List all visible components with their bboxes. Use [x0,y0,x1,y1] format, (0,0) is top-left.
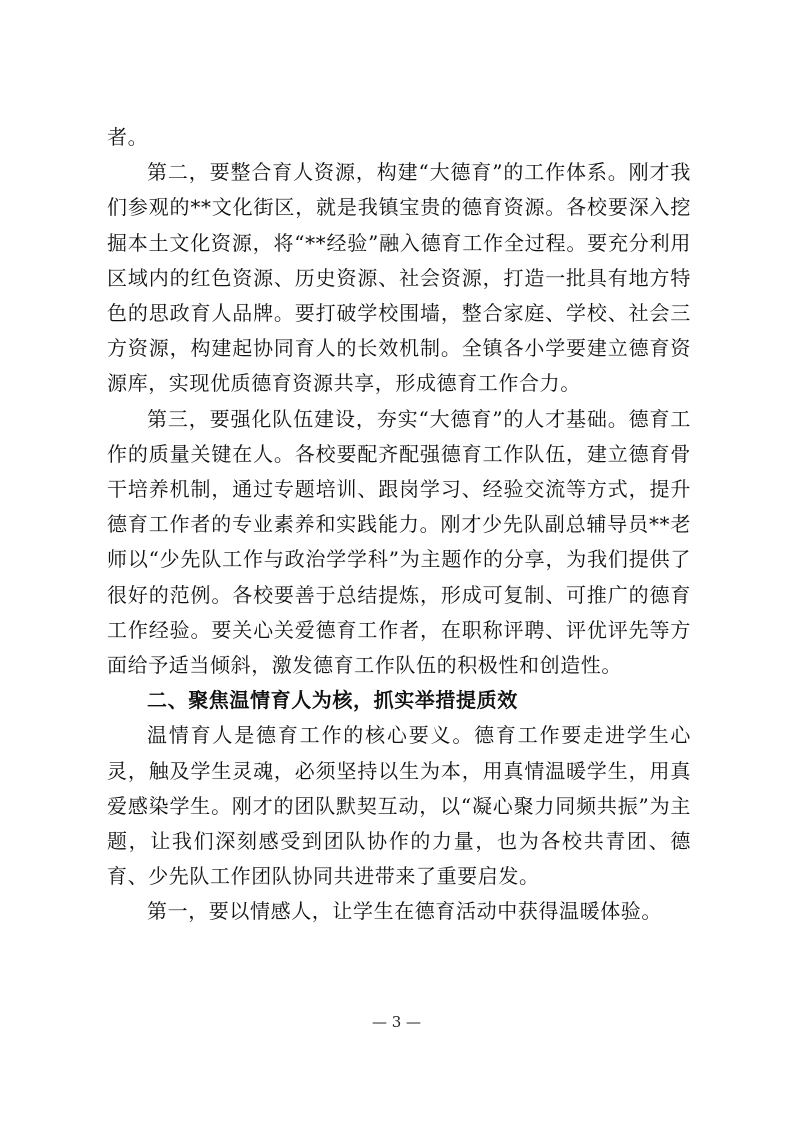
paragraph-integrate-resources: 第二，要整合育人资源，构建“大德育”的工作体系。刚才我们参观的**文化街区，就是我镇宝贵的德育资源。各校要深入挖掘本土文化资源，将“**经验”融入德育工作全过程。要充分利用区域内的红色资源、历史资源、社会资源，打造一批具有地方特色的思政育人品牌。要打破学校围墙，整合家庭、学校、社会三方资源，构建起协同育人的长效机制。全镇各小学要建立德育资源库，实现优质德育资源共享，形成德育工作合力。 [107,160,691,396]
document-body [107,120,691,930]
paragraph-warm-education: 温情育人是德育工作的核心要义。德育工作要走进学生心灵，触及学生灵魂，必须坚持以生为本，用真情温暖学生，用真爱感染学生。刚才的团队默契互动，以“凝心聚力同频共振”为主题，让我们深刻感受到团队协作的力量，也为各校共青团、德育、少先队工作团队协同共进带来了重要启发。 [107,723,691,889]
paragraph-continuation: 者。 [107,125,149,149]
paragraph-first-point: 第一，要以情感人，让学生在德育活动中获得温暖体验。 [147,899,662,924]
page-number: — 3 — [371,1013,422,1031]
section-heading: 二、聚焦温情育人为核，抓实举措提质效 [147,688,518,713]
paragraph-team-building: 第三，要强化队伍建设，夯实“大德育”的人才基础。德育工作的质量关键在人。各校要配齐配强德育工作队伍，建立德育骨干培养机制，通过专题培训、跟岗学习、经验交流等方式，提升德育工作者的专业素养和实践能力。刚才少先队副总辅导员**老师以“少先队工作与政治学学科”为主题作的分享，为我们提供了很好的范例。各校要善于总结提炼，形成可复制、可推广的德育工作经验。要关心关爱德育工作者，在职称评聘、评优评先等方面给予适当倾斜，激发德育工作队伍的积极性和创造性。 [107,406,691,678]
